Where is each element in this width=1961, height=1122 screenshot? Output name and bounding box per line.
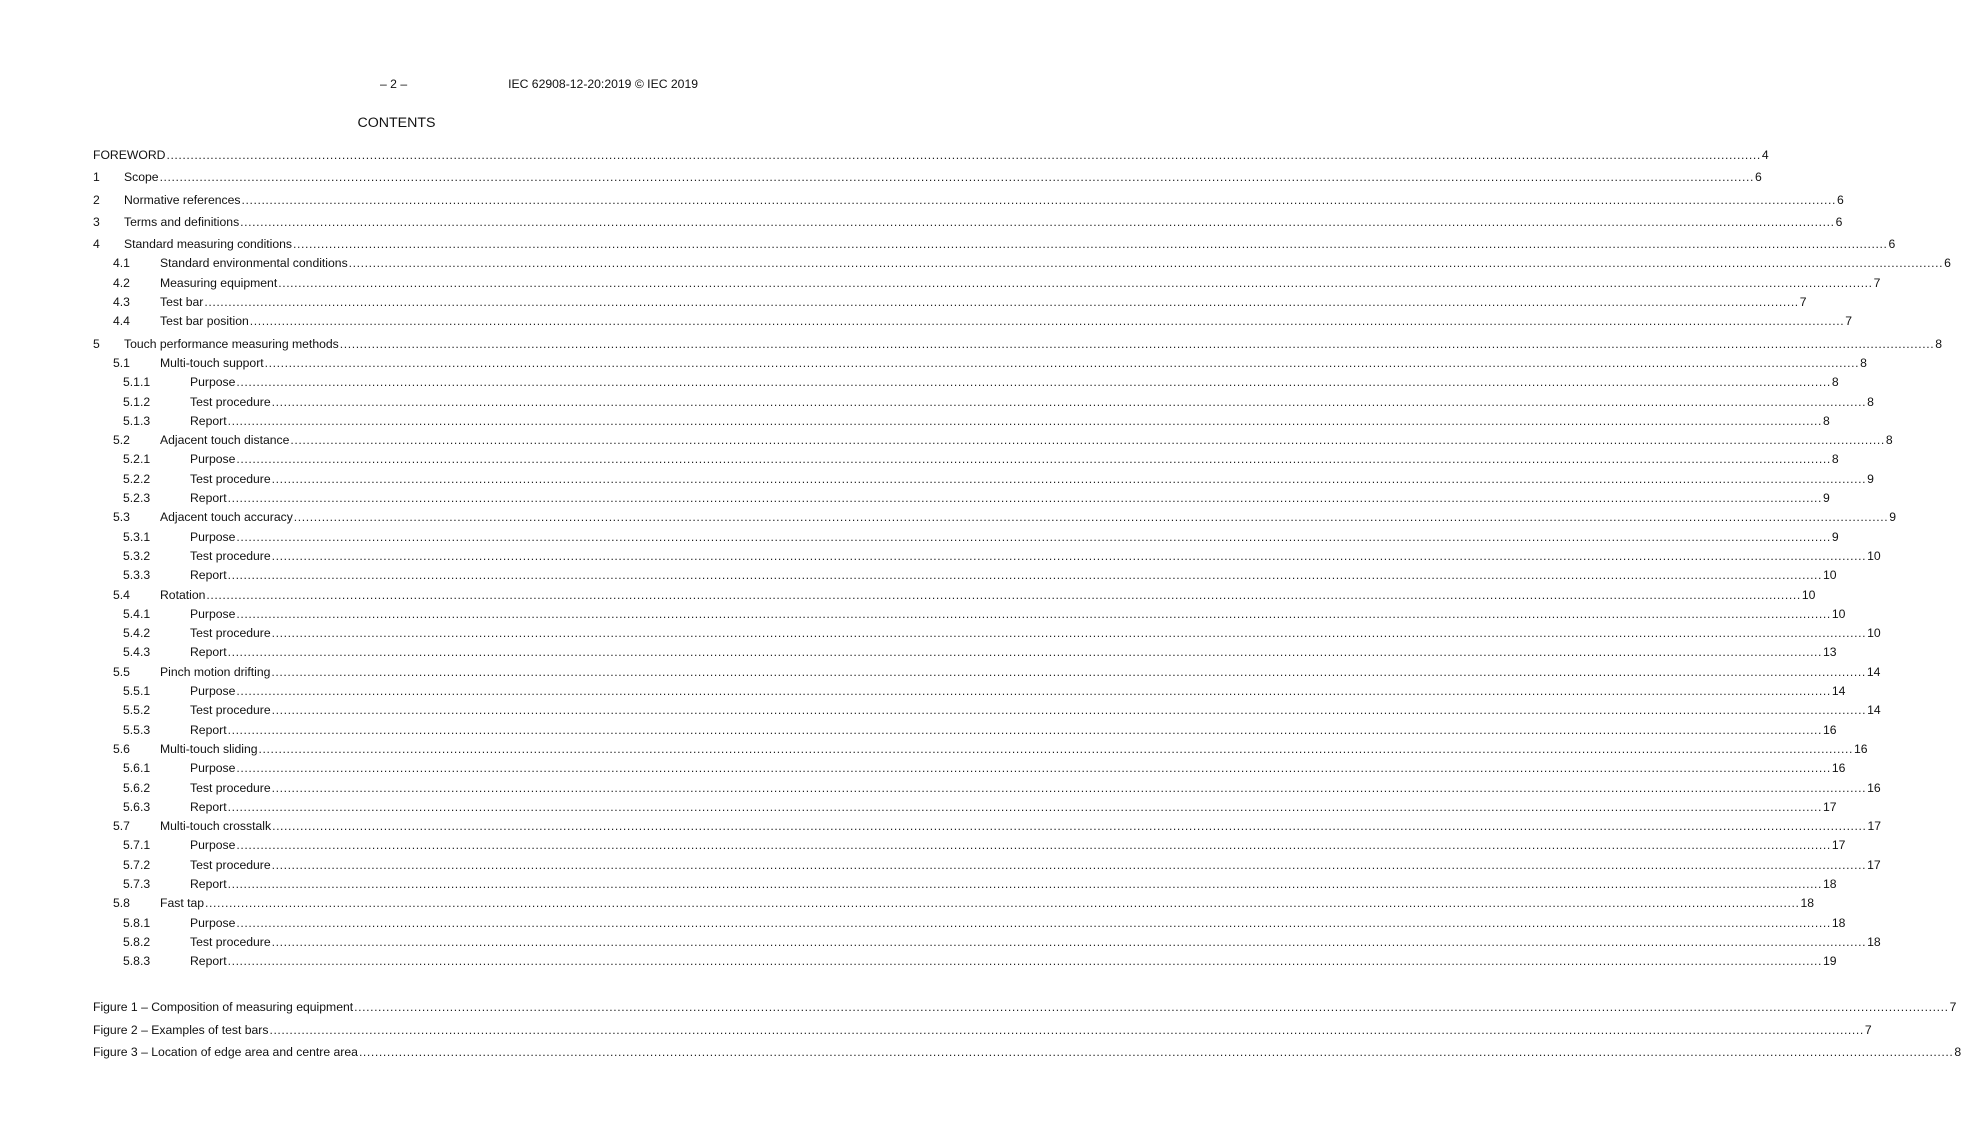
toc-entry-number: 4 bbox=[93, 237, 100, 252]
toc-entry-title: Report bbox=[190, 568, 227, 583]
toc-entry-number: 4.3 bbox=[113, 295, 130, 310]
toc-entry-page: 18 bbox=[1867, 934, 1881, 949]
dot-leader: ................................................................................................................................................................................................................................................................................................................................................................................................................ bbox=[236, 684, 1831, 699]
toc-entry-number: 5.4 bbox=[113, 587, 130, 602]
toc-entry-number: 5.4.3 bbox=[123, 645, 151, 660]
dot-leader: ................................................................................................................................................................................................................................................................................................................................................................................................................ bbox=[271, 780, 1867, 795]
toc-entry[interactable] bbox=[93, 168, 1762, 187]
toc-entry-line bbox=[190, 626, 1881, 641]
toc-entry-line bbox=[160, 587, 1816, 602]
toc-entry-title: Adjacent touch accuracy bbox=[160, 510, 293, 525]
toc-entry-number: 5.6.2 bbox=[123, 780, 151, 795]
toc-entry-page: 9 bbox=[1889, 510, 1897, 525]
toc-entry[interactable] bbox=[93, 254, 1951, 273]
toc-entry-line bbox=[160, 664, 1881, 679]
toc-entry-page: 4 bbox=[1761, 148, 1769, 162]
toc-entry-line bbox=[190, 761, 1846, 776]
toc-entry-number: 4.4 bbox=[113, 314, 130, 329]
toc-entry[interactable] bbox=[93, 817, 1882, 836]
toc-entry-page: 6 bbox=[1755, 170, 1762, 185]
toc-entry-title: Report bbox=[190, 491, 227, 506]
toc-entry-line bbox=[124, 237, 1896, 252]
toc-entry-title: Multi-touch sliding bbox=[160, 741, 258, 756]
toc-entry-title: Purpose bbox=[190, 761, 236, 776]
dot-leader: ................................................................................................................................................................................................................................................................................................................................................................................................................ bbox=[236, 529, 1831, 544]
toc-entry[interactable] bbox=[93, 836, 1846, 855]
toc-entry-line bbox=[190, 703, 1881, 718]
toc-entry[interactable] bbox=[93, 335, 1942, 354]
toc-entry-page: 16 bbox=[1831, 761, 1846, 776]
dot-leader: ................................................................................................................................................................................................................................................................................................................................................................................................................ bbox=[293, 237, 1888, 252]
toc-entry[interactable] bbox=[93, 431, 1893, 450]
toc-entry-page: 8 bbox=[1867, 394, 1874, 409]
dot-leader: ................................................................................................................................................................................................................................................................................................................................................................................................................ bbox=[348, 256, 1944, 271]
toc-entry-page: 6 bbox=[1836, 192, 1844, 207]
toc-entry[interactable] bbox=[93, 412, 1830, 431]
toc-entry-page: 9 bbox=[1831, 529, 1839, 544]
toc-entry-number: 5.7.1 bbox=[123, 838, 151, 853]
toc-entry-number: 5 bbox=[93, 336, 100, 351]
dot-leader: ................................................................................................................................................................................................................................................................................................................................................................................................................ bbox=[227, 722, 1823, 737]
toc-entry-line bbox=[160, 314, 1852, 329]
toc-entry-number: 5.8 bbox=[113, 896, 130, 911]
figure-caption: Figure 1 – Composition of measuring equipment bbox=[93, 1000, 354, 1015]
toc-entry-line bbox=[190, 954, 1837, 969]
toc-entry-page: 8 bbox=[1885, 433, 1893, 448]
toc-entry[interactable] bbox=[93, 914, 1846, 933]
toc-entry[interactable] bbox=[93, 894, 1815, 913]
toc-entry-title: Report bbox=[190, 954, 227, 969]
toc-entry-title: Adjacent touch distance bbox=[160, 433, 290, 448]
toc-entry-page: 9 bbox=[1867, 471, 1874, 486]
toc-entry-line bbox=[160, 275, 1881, 290]
dot-leader: ................................................................................................................................................................................................................................................................................................................................................................................................................ bbox=[293, 510, 1889, 525]
dot-leader: ................................................................................................................................................................................................................................................................................................................................................................................................................ bbox=[290, 433, 1885, 448]
toc-entry-line bbox=[190, 876, 1837, 891]
toc-entry-title: Test procedure bbox=[190, 934, 271, 949]
toc-entry-page: 8 bbox=[1860, 355, 1867, 370]
toc-entry-line bbox=[124, 192, 1844, 207]
toc-entry-number: 4.1 bbox=[113, 256, 130, 271]
toc-entry-line bbox=[190, 838, 1846, 853]
toc-entry[interactable] bbox=[93, 682, 1846, 701]
toc-entry-title: Standard measuring conditions bbox=[124, 237, 293, 252]
dot-leader: ................................................................................................................................................................................................................................................................................................................................................................................................................ bbox=[236, 915, 1831, 930]
toc-entry-title: Purpose bbox=[190, 684, 236, 699]
dot-leader: ................................................................................................................................................................................................................................................................................................................................................................................................................ bbox=[236, 606, 1831, 621]
toc-entry-number: 5.1.3 bbox=[123, 413, 151, 428]
standard-id: IEC 62908-12-20:2019 © IEC 2019 bbox=[508, 77, 698, 91]
dot-leader: ................................................................................................................................................................................................................................................................................................................................................................................................................ bbox=[236, 375, 1831, 390]
toc-entry-number: 5.2.2 bbox=[123, 471, 151, 486]
dot-leader: ................................................................................................................................................................................................................................................................................................................................................................................................................ bbox=[271, 664, 1866, 679]
toc-entry-line bbox=[190, 452, 1839, 467]
toc-entry-title: Test procedure bbox=[190, 780, 271, 795]
toc-entry-page: 14 bbox=[1866, 664, 1881, 679]
toc-entry[interactable] bbox=[93, 779, 1881, 798]
dot-leader: ................................................................................................................................................................................................................................................................................................................................................................................................................ bbox=[264, 355, 1860, 370]
toc-entry-page: 17 bbox=[1867, 819, 1882, 834]
toc-entry-title: Multi-touch crosstalk bbox=[160, 819, 272, 834]
dot-leader: ................................................................................................................................................................................................................................................................................................................................................................................................................ bbox=[205, 896, 1800, 911]
dot-leader: ................................................................................................................................................................................................................................................................................................................................................................................................................ bbox=[236, 838, 1831, 853]
toc-entry[interactable] bbox=[93, 354, 1867, 373]
toc-entry-number: 5.5.3 bbox=[123, 722, 151, 737]
dot-leader: ................................................................................................................................................................................................................................................................................................................................................................................................................ bbox=[227, 799, 1823, 814]
dot-leader: ................................................................................................................................................................................................................................................................................................................................................................................................................ bbox=[272, 819, 1867, 834]
toc-entry-line bbox=[160, 433, 1893, 448]
toc-entry-number: 5.8.2 bbox=[123, 934, 151, 949]
toc-entry-line bbox=[190, 722, 1837, 737]
toc-entry-page: 8 bbox=[1831, 452, 1839, 467]
toc-entry[interactable] bbox=[93, 663, 1881, 682]
toc-entry-page: 18 bbox=[1823, 876, 1837, 891]
figure-list-entry[interactable] bbox=[93, 998, 1957, 1017]
toc-entry-number: 5.2 bbox=[113, 433, 130, 448]
toc-entry-line bbox=[190, 857, 1881, 872]
toc-entry-title: Purpose bbox=[190, 838, 236, 853]
dot-leader: ................................................................................................................................................................................................................................................................................................................................................................................................................ bbox=[227, 413, 1823, 428]
toc-entry-title: Test procedure bbox=[190, 471, 271, 486]
dot-leader: ................................................................................................................................................................................................................................................................................................................................................................................................................ bbox=[236, 761, 1831, 776]
toc-entry-title: Touch performance measuring methods bbox=[124, 336, 339, 351]
toc-entry-page: 18 bbox=[1831, 915, 1846, 930]
toc-entry-line bbox=[124, 336, 1942, 351]
table-of-contents bbox=[93, 146, 1961, 1062]
toc-entry-number: 5.5 bbox=[113, 664, 130, 679]
dot-leader: ................................................................................................................................................................................................................................................................................................................................................................................................................ bbox=[227, 645, 1823, 660]
toc-entry[interactable] bbox=[93, 721, 1837, 740]
dot-leader: ................................................................................................................................................................................................................................................................................................................................................................................................................ bbox=[271, 703, 1867, 718]
dot-leader: ................................................................................................................................................................................................................................................................................................................................................................................................................ bbox=[269, 1022, 1864, 1037]
dot-leader: ................................................................................................................................................................................................................................................................................................................................................................................................................ bbox=[271, 394, 1867, 409]
dot-leader: ................................................................................................................................................................................................................................................................................................................................................................................................................ bbox=[249, 314, 1845, 329]
dot-leader: ................................................................................................................................................................................................................................................................................................................................................................................................................ bbox=[236, 452, 1831, 467]
toc-entry-line bbox=[93, 1000, 1957, 1015]
dot-leader: ................................................................................................................................................................................................................................................................................................................................................................................................................ bbox=[271, 471, 1867, 486]
dot-leader: ................................................................................................................................................................................................................................................................................................................................................................................................................ bbox=[166, 148, 1761, 162]
running-header bbox=[0, 77, 793, 93]
toc-entry[interactable] bbox=[93, 528, 1839, 547]
toc-entry-line bbox=[190, 375, 1839, 390]
toc-entry-number: 3 bbox=[93, 214, 100, 229]
toc-entry-line bbox=[160, 741, 1868, 756]
toc-entry[interactable] bbox=[93, 191, 1844, 210]
toc-entry-page: 9 bbox=[1823, 491, 1830, 506]
toc-entry-number: 5.3.1 bbox=[123, 529, 151, 544]
toc-entry-page: 16 bbox=[1853, 741, 1868, 756]
dot-leader: ................................................................................................................................................................................................................................................................................................................................................................................................................ bbox=[271, 548, 1867, 563]
toc-entry-page: 7 bbox=[1799, 295, 1807, 310]
dot-leader: ................................................................................................................................................................................................................................................................................................................................................................................................................ bbox=[241, 192, 1836, 207]
toc-entry-page: 14 bbox=[1831, 684, 1846, 699]
dot-leader: ................................................................................................................................................................................................................................................................................................................................................................................................................ bbox=[271, 626, 1867, 641]
toc-entry-number: 5.3.2 bbox=[123, 548, 151, 563]
toc-entry[interactable] bbox=[93, 740, 1868, 759]
toc-entry-number: 5.5.1 bbox=[123, 684, 151, 699]
figure-caption: Figure 2 – Examples of test bars bbox=[93, 1022, 269, 1037]
toc-entry-page: 8 bbox=[1935, 336, 1942, 351]
dot-leader: ................................................................................................................................................................................................................................................................................................................................................................................................................ bbox=[271, 857, 1867, 872]
toc-entry-line bbox=[93, 1022, 1872, 1037]
toc-entry-line bbox=[190, 934, 1881, 949]
toc-entry-title: Normative references bbox=[124, 192, 241, 207]
toc-entry-page: 6 bbox=[1944, 256, 1951, 271]
toc-entry[interactable] bbox=[93, 605, 1846, 624]
toc-entry-number: 5.2.1 bbox=[123, 452, 151, 467]
toc-entry-title: Fast tap bbox=[160, 896, 205, 911]
toc-entry-line bbox=[190, 471, 1874, 486]
dot-leader: ................................................................................................................................................................................................................................................................................................................................................................................................................ bbox=[339, 336, 1935, 351]
toc-entry-title: Standard environmental conditions bbox=[160, 256, 348, 271]
toc-entry-page: 6 bbox=[1835, 214, 1843, 229]
toc-entry[interactable] bbox=[93, 566, 1837, 585]
toc-entry[interactable] bbox=[93, 312, 1852, 331]
toc-entry-line bbox=[124, 214, 1843, 229]
dot-leader: ................................................................................................................................................................................................................................................................................................................................................................................................................ bbox=[278, 275, 1873, 290]
toc-entry-page: 13 bbox=[1823, 645, 1837, 660]
toc-entry-number: 5.7.2 bbox=[123, 857, 151, 872]
toc-entry[interactable] bbox=[93, 393, 1874, 412]
toc-entry-line bbox=[190, 529, 1839, 544]
toc-entry-title: Test procedure bbox=[190, 703, 271, 718]
toc-entry-title: Report bbox=[190, 645, 227, 660]
dot-leader: ................................................................................................................................................................................................................................................................................................................................................................................................................ bbox=[159, 170, 1754, 185]
toc-entry-line bbox=[190, 568, 1837, 583]
dot-leader: ................................................................................................................................................................................................................................................................................................................................................................................................................ bbox=[271, 934, 1867, 949]
toc-entry-line bbox=[160, 256, 1951, 271]
toc-entry-page: 10 bbox=[1801, 587, 1816, 602]
dot-leader: ................................................................................................................................................................................................................................................................................................................................................................................................................ bbox=[358, 1045, 1954, 1060]
toc-entry[interactable] bbox=[93, 875, 1837, 894]
toc-entry-line bbox=[190, 548, 1881, 563]
toc-entry-line bbox=[190, 799, 1837, 814]
toc-entry-number: 5.2.3 bbox=[123, 491, 151, 506]
dot-leader: ................................................................................................................................................................................................................................................................................................................................................................................................................ bbox=[227, 954, 1823, 969]
toc-entry[interactable] bbox=[93, 701, 1881, 720]
toc-entry-line bbox=[190, 645, 1837, 660]
figure-list-entry[interactable] bbox=[93, 1021, 1872, 1040]
toc-entry-title: Multi-touch support bbox=[160, 355, 264, 370]
toc-entry-page: 7 bbox=[1949, 1000, 1957, 1015]
toc-entry-line bbox=[160, 295, 1807, 310]
toc-entry-line bbox=[190, 606, 1846, 621]
toc-entry-page: 14 bbox=[1867, 703, 1881, 718]
toc-entry-title: Purpose bbox=[190, 375, 236, 390]
toc-entry-page: 6 bbox=[1888, 237, 1896, 252]
toc-entry-title: Report bbox=[190, 876, 227, 891]
toc-entry-page: 7 bbox=[1873, 275, 1881, 290]
toc-entry-number: 5.3 bbox=[113, 510, 130, 525]
toc-entry-number: 5.5.2 bbox=[123, 703, 151, 718]
toc-entry-number: 5.7.3 bbox=[123, 876, 151, 891]
dot-leader: ................................................................................................................................................................................................................................................................................................................................................................................................................ bbox=[227, 876, 1823, 891]
toc-entry-title: Purpose bbox=[190, 452, 236, 467]
figure-list-entry[interactable] bbox=[93, 1043, 1961, 1062]
toc-entry-line bbox=[124, 170, 1762, 185]
toc-entry-title: Purpose bbox=[190, 529, 236, 544]
toc-entry-title: Test procedure bbox=[190, 857, 271, 872]
toc-entry-page: 17 bbox=[1867, 857, 1881, 872]
toc-entry[interactable] bbox=[93, 643, 1837, 662]
toc-entry-page: 7 bbox=[1864, 1022, 1872, 1037]
toc-entry-title: Scope bbox=[124, 170, 159, 185]
toc-entry-page: 10 bbox=[1831, 606, 1846, 621]
dot-leader: ................................................................................................................................................................................................................................................................................................................................................................................................................ bbox=[240, 214, 1835, 229]
toc-entry-page: 19 bbox=[1823, 954, 1837, 969]
toc-entry-title: Measuring equipment bbox=[160, 275, 278, 290]
toc-entry-page: 8 bbox=[1823, 413, 1830, 428]
toc-entry-number: 5.7 bbox=[113, 819, 130, 834]
toc-entry-line bbox=[93, 148, 1769, 162]
toc-entry[interactable] bbox=[93, 508, 1897, 527]
toc-entry-number: 5.1.1 bbox=[123, 375, 151, 390]
toc-entry-line bbox=[160, 819, 1882, 834]
toc-entry[interactable] bbox=[93, 373, 1839, 392]
toc-entry-page: 8 bbox=[1831, 375, 1839, 390]
page-number: – 2 – bbox=[380, 77, 408, 91]
toc-entry-title: Report bbox=[190, 799, 227, 814]
dot-leader: ................................................................................................................................................................................................................................................................................................................................................................................................................ bbox=[227, 568, 1823, 583]
toc-entry-title: Rotation bbox=[160, 587, 206, 602]
toc-entry[interactable] bbox=[93, 213, 1843, 232]
dot-leader: ................................................................................................................................................................................................................................................................................................................................................................................................................ bbox=[206, 587, 1801, 602]
toc-entry-page: 10 bbox=[1867, 548, 1881, 563]
figure-caption: Figure 3 – Location of edge area and centre area bbox=[93, 1045, 358, 1060]
toc-entry-title: Purpose bbox=[190, 606, 236, 621]
toc-entry-title: Purpose bbox=[190, 915, 236, 930]
toc-entry[interactable] bbox=[93, 856, 1881, 875]
toc-entry-title: Test bar position bbox=[160, 314, 249, 329]
toc-entry-number: 5.8.1 bbox=[123, 915, 151, 930]
dot-leader: ................................................................................................................................................................................................................................................................................................................................................................................................................ bbox=[204, 295, 1799, 310]
toc-entry-number: 5.6.1 bbox=[123, 761, 151, 776]
toc-entry-line bbox=[160, 896, 1815, 911]
toc-entry-page: 16 bbox=[1867, 780, 1881, 795]
toc-entry-line bbox=[190, 915, 1846, 930]
toc-entry-title: Report bbox=[190, 722, 227, 737]
toc-entry[interactable] bbox=[93, 274, 1881, 293]
toc-entry-page: 7 bbox=[1845, 314, 1852, 329]
toc-entry-line bbox=[160, 510, 1897, 525]
toc-entry[interactable] bbox=[93, 798, 1837, 817]
toc-entry[interactable] bbox=[93, 933, 1881, 952]
toc-entry-page: 8 bbox=[1954, 1045, 1961, 1060]
toc-entry-number: 2 bbox=[93, 192, 100, 207]
toc-entry-line bbox=[190, 780, 1881, 795]
toc-entry-page: 17 bbox=[1831, 838, 1846, 853]
toc-entry-title: Pinch motion drifting bbox=[160, 664, 271, 679]
toc-entry-title: Test procedure bbox=[190, 548, 271, 563]
toc-entry-number: 5.4.1 bbox=[123, 606, 151, 621]
dot-leader: ................................................................................................................................................................................................................................................................................................................................................................................................................ bbox=[258, 741, 1853, 756]
toc-entry-number: 1 bbox=[93, 170, 100, 185]
toc-entry[interactable] bbox=[93, 759, 1846, 778]
toc-entry-number: 5.6 bbox=[113, 741, 130, 756]
toc-entry[interactable] bbox=[93, 547, 1881, 566]
toc-entry[interactable] bbox=[93, 293, 1807, 312]
toc-entry-number: 5.3.3 bbox=[123, 568, 151, 583]
toc-entry-page: 16 bbox=[1823, 722, 1837, 737]
toc-entry-number: 5.1.2 bbox=[123, 394, 151, 409]
toc-entry[interactable] bbox=[93, 624, 1881, 643]
toc-entry-page: 10 bbox=[1823, 568, 1837, 583]
toc-entry-number: 5.4.2 bbox=[123, 626, 151, 641]
toc-entry-page: 17 bbox=[1823, 799, 1837, 814]
toc-entry-line bbox=[190, 684, 1846, 699]
toc-entry-title: Test bar bbox=[160, 295, 204, 310]
toc-entry[interactable] bbox=[93, 450, 1839, 469]
toc-entry-line bbox=[93, 1045, 1961, 1060]
toc-entry-line bbox=[190, 394, 1874, 409]
toc-entry-title: FOREWORD bbox=[93, 148, 166, 162]
toc-entry-line bbox=[190, 491, 1830, 506]
toc-entry[interactable] bbox=[93, 586, 1816, 605]
toc-entry-title: Terms and definitions bbox=[124, 214, 240, 229]
toc-entry[interactable] bbox=[93, 470, 1874, 489]
toc-entry-title: Test procedure bbox=[190, 626, 271, 641]
toc-entry-number: 5.8.3 bbox=[123, 954, 151, 969]
toc-entry-line bbox=[190, 413, 1830, 428]
toc-entry-number: 5.6.3 bbox=[123, 799, 151, 814]
dot-leader: ................................................................................................................................................................................................................................................................................................................................................................................................................ bbox=[354, 1000, 1949, 1015]
toc-entry-line bbox=[160, 355, 1867, 370]
dot-leader: ................................................................................................................................................................................................................................................................................................................................................................................................................ bbox=[227, 491, 1823, 506]
toc-entry[interactable] bbox=[93, 952, 1837, 971]
toc-entry-number: 4.2 bbox=[113, 275, 130, 290]
toc-entry-title: Test procedure bbox=[190, 394, 271, 409]
toc-entry[interactable] bbox=[93, 146, 1769, 165]
toc-entry-page: 18 bbox=[1800, 896, 1815, 911]
toc-entry[interactable] bbox=[93, 235, 1896, 254]
contents-title: CONTENTS bbox=[357, 115, 436, 131]
toc-entry-title: Report bbox=[190, 413, 227, 428]
toc-entry-number: 5.1 bbox=[113, 355, 130, 370]
toc-entry[interactable] bbox=[93, 489, 1830, 508]
toc-entry-page: 10 bbox=[1867, 626, 1881, 641]
